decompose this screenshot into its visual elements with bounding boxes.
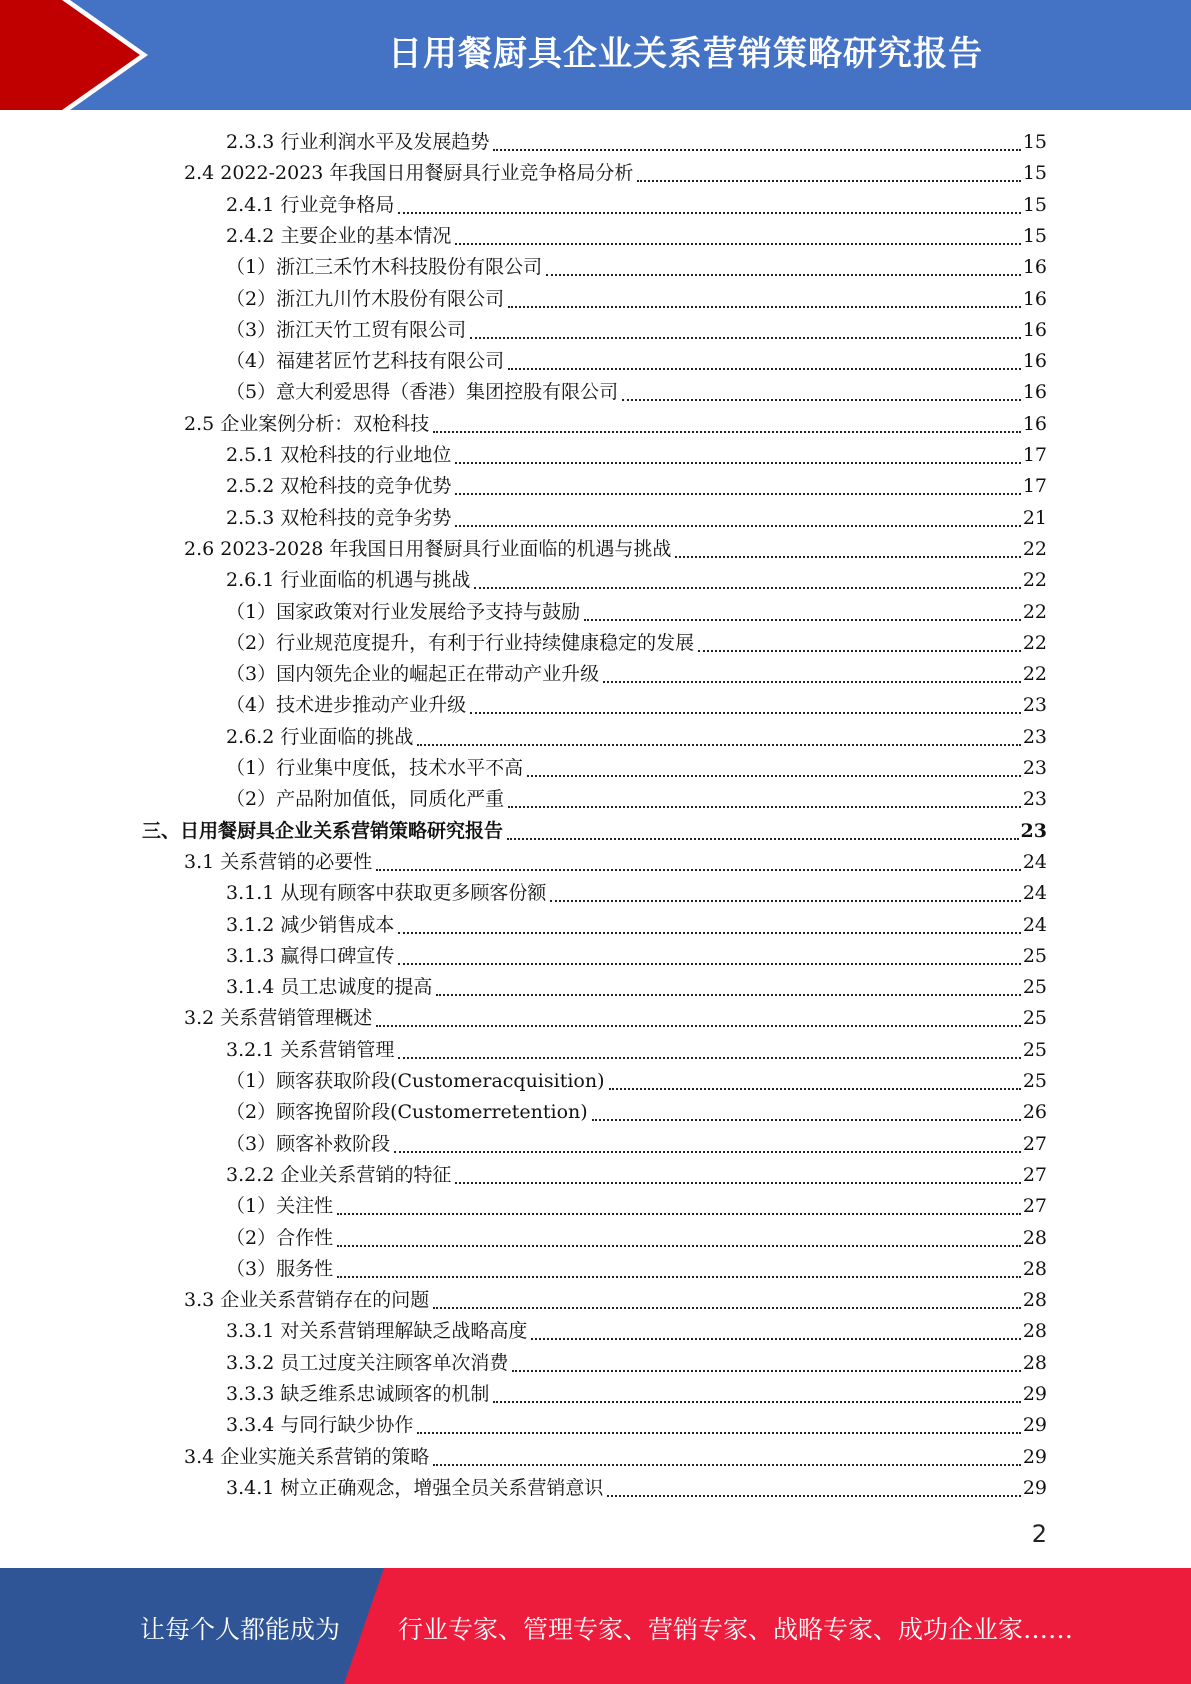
toc-entry-page: 29 bbox=[1022, 1445, 1047, 1468]
toc-entry-label: 3.3.3 缺乏维系忠诚顾客的机制 bbox=[226, 1383, 490, 1405]
toc-leader-dots bbox=[417, 1410, 1020, 1434]
toc-leader-dots bbox=[550, 878, 1020, 902]
toc-entry-page: 23 bbox=[1022, 694, 1047, 717]
toc-entry-label: 2.4.1 行业竞争格局 bbox=[226, 193, 395, 216]
toc-entry-label: 3.3.1 对关系营销理解缺乏战略高度 bbox=[226, 1320, 528, 1343]
toc-entry-label: 3.1.2 减少销售成本 bbox=[226, 913, 395, 936]
toc-entry-page: 15 bbox=[1022, 131, 1047, 153]
toc-entry[interactable] bbox=[226, 377, 1047, 408]
toc-entry[interactable] bbox=[226, 910, 1047, 941]
toc-entry[interactable] bbox=[226, 221, 1047, 252]
toc-entry-label: 2.4 2022-2023 年我国日用餐厨具行业竞争格局分析 bbox=[184, 162, 634, 185]
toc-entry-label: （4）福建茗匠竹艺科技有限公司 bbox=[226, 350, 505, 373]
toc-entry-page: 27 bbox=[1022, 1163, 1047, 1186]
toc-entry[interactable] bbox=[226, 252, 1047, 283]
toc-entry-label: 2.6.1 行业面临的机遇与挑战 bbox=[226, 569, 471, 592]
toc-entry[interactable] bbox=[184, 847, 1047, 878]
toc-entry[interactable] bbox=[226, 1254, 1047, 1285]
toc-entry-label: （1）行业集中度低，技术水平不高 bbox=[226, 757, 524, 779]
toc-entry-page: 16 bbox=[1022, 318, 1047, 341]
toc-leader-dots bbox=[470, 315, 1021, 339]
toc-entry-label: 2.6 2023-2028 年我国日用餐厨具行业面临的机遇与挑战 bbox=[184, 537, 672, 560]
toc-entry-page: 24 bbox=[1022, 913, 1047, 936]
toc-leader-dots bbox=[455, 221, 1020, 245]
toc-leader-dots bbox=[398, 1035, 1020, 1059]
toc-entry-label: （1）顾客获取阶段(Customeracquisition) bbox=[226, 1070, 605, 1092]
toc-leader-dots bbox=[455, 471, 1020, 495]
toc-entry[interactable] bbox=[226, 1035, 1047, 1066]
toc-entry[interactable] bbox=[226, 597, 1047, 628]
toc-entry[interactable] bbox=[226, 941, 1047, 972]
toc-entry[interactable] bbox=[226, 784, 1047, 815]
toc-entry-label: （5）意大利爱思得（香港）集团控股有限公司 bbox=[226, 381, 619, 404]
toc-entry-label: （2）浙江九川竹木股份有限公司 bbox=[226, 287, 505, 310]
toc-leader-dots bbox=[433, 1442, 1021, 1466]
toc-entry[interactable] bbox=[142, 816, 1047, 847]
toc-leader-dots bbox=[470, 690, 1021, 714]
toc-entry[interactable] bbox=[226, 628, 1047, 659]
toc-leader-dots bbox=[609, 1066, 1021, 1090]
footer-banner bbox=[0, 1568, 1191, 1684]
toc-entry-label: 3.3.4 与同行缺少协作 bbox=[226, 1414, 414, 1437]
toc-entry-page: 29 bbox=[1022, 1414, 1047, 1437]
toc-entry-label: 2.3.3 行业利润水平及发展趋势 bbox=[226, 131, 490, 153]
document-title: 日用餐厨具企业关系营销策略研究报告 bbox=[388, 34, 983, 74]
toc-entry[interactable] bbox=[226, 1097, 1047, 1128]
toc-leader-dots bbox=[417, 722, 1020, 746]
toc-leader-dots bbox=[493, 1379, 1020, 1403]
toc-leader-dots bbox=[493, 127, 1020, 151]
toc-entry-page: 22 bbox=[1022, 631, 1047, 654]
toc-entry-page: 25 bbox=[1022, 944, 1047, 967]
toc-leader-dots bbox=[398, 941, 1020, 965]
toc-leader-dots bbox=[531, 1316, 1020, 1340]
toc-leader-dots bbox=[337, 1191, 1021, 1215]
toc-entry[interactable] bbox=[184, 1442, 1047, 1473]
toc-entry-page: 15 bbox=[1022, 224, 1047, 247]
toc-entry-label: （3）国内领先企业的崛起正在带动产业升级 bbox=[226, 663, 600, 686]
footer-slogan-right: 行业专家、管理专家、营销专家、战略专家、成功企业家…… bbox=[398, 1615, 1074, 1644]
toc-entry-label: 3.2 关系营销管理概述 bbox=[184, 1007, 373, 1030]
toc-entry-page: 17 bbox=[1022, 444, 1047, 466]
toc-leader-dots bbox=[512, 1348, 1020, 1372]
toc-entry-page: 22 bbox=[1022, 600, 1047, 623]
toc-entry-page: 25 bbox=[1022, 976, 1047, 999]
toc-entry[interactable] bbox=[226, 1129, 1047, 1160]
toc-entry-page: 24 bbox=[1022, 882, 1047, 905]
toc-leader-dots bbox=[675, 534, 1020, 558]
toc-leader-dots bbox=[433, 1285, 1021, 1309]
toc-entry[interactable] bbox=[226, 753, 1047, 784]
toc-entry[interactable] bbox=[184, 409, 1047, 440]
toc-entry[interactable] bbox=[226, 690, 1047, 721]
toc-entry-page: 16 bbox=[1022, 256, 1047, 279]
toc-entry-page: 25 bbox=[1022, 1070, 1047, 1092]
toc-leader-dots bbox=[455, 440, 1020, 464]
toc-entry-page: 15 bbox=[1022, 162, 1047, 185]
toc-entry-label: 2.5.2 双枪科技的竞争优势 bbox=[226, 475, 452, 498]
toc-entry-label: （3）浙江天竹工贸有限公司 bbox=[226, 318, 467, 341]
toc-entry-label: 2.5.1 双枪科技的行业地位 bbox=[226, 444, 452, 466]
toc-entry-label: 2.4.2 主要企业的基本情况 bbox=[226, 224, 452, 247]
toc-entry-page: 17 bbox=[1022, 475, 1047, 498]
toc-leader-dots bbox=[603, 659, 1021, 683]
toc-leader-dots bbox=[508, 346, 1021, 370]
toc-entry-page: 21 bbox=[1022, 506, 1047, 529]
toc-entry-label: 2.6.2 行业面临的挑战 bbox=[226, 725, 414, 748]
toc-leader-dots bbox=[508, 284, 1021, 308]
toc-entry-label: 3.1.4 员工忠诚度的提高 bbox=[226, 976, 433, 999]
toc-entry[interactable] bbox=[226, 972, 1047, 1003]
toc-entry-label: （1）国家政策对行业发展给予支持与鼓励 bbox=[226, 600, 581, 623]
toc-entry-page: 22 bbox=[1022, 569, 1047, 592]
toc-entry-label: （2）产品附加值低，同质化严重 bbox=[226, 788, 505, 811]
toc-leader-dots bbox=[622, 377, 1021, 401]
toc-entry-page: 28 bbox=[1022, 1320, 1047, 1343]
toc-entry-label: 3.3 企业关系营销存在的问题 bbox=[184, 1289, 430, 1312]
toc-leader-dots bbox=[592, 1097, 1021, 1121]
toc-entry-page: 16 bbox=[1022, 287, 1047, 310]
toc-entry-label: （2）行业规范度提升，有利于行业持续健康稳定的发展 bbox=[226, 631, 695, 654]
toc-leader-dots bbox=[607, 1473, 1020, 1497]
toc-entry[interactable] bbox=[226, 722, 1047, 753]
toc-entry-page: 23 bbox=[1020, 819, 1047, 842]
toc-entry-label: 三、日用餐厨具企业关系营销策略研究报告 bbox=[142, 819, 504, 842]
toc-leader-dots bbox=[337, 1254, 1021, 1278]
toc-entry[interactable] bbox=[226, 1348, 1047, 1379]
toc-entry-page: 26 bbox=[1022, 1101, 1047, 1124]
toc-entry[interactable] bbox=[226, 315, 1047, 346]
toc-entry-page: 25 bbox=[1022, 1038, 1047, 1061]
toc-entry-label: 3.2.2 企业关系营销的特征 bbox=[226, 1163, 452, 1186]
toc-entry-label: （3）顾客补救阶段 bbox=[226, 1132, 391, 1155]
toc-entry[interactable] bbox=[226, 659, 1047, 690]
toc-entry[interactable] bbox=[226, 1410, 1047, 1441]
toc-entry[interactable] bbox=[226, 471, 1047, 502]
toc-entry-page: 29 bbox=[1022, 1383, 1047, 1405]
toc-entry-label: 3.4 企业实施关系营销的策略 bbox=[184, 1445, 430, 1468]
toc-entry-page: 28 bbox=[1022, 1226, 1047, 1249]
toc-entry[interactable] bbox=[226, 1473, 1047, 1504]
toc-leader-dots bbox=[398, 190, 1020, 214]
toc-entry-page: 23 bbox=[1022, 725, 1047, 748]
toc-entry[interactable] bbox=[226, 1316, 1047, 1347]
page-number: 2 bbox=[1031, 1520, 1047, 1548]
toc-leader-dots bbox=[455, 1160, 1020, 1184]
toc-leader-dots bbox=[546, 252, 1021, 276]
toc-entry-page: 27 bbox=[1022, 1132, 1047, 1155]
toc-entry-label: （1）浙江三禾竹木科技股份有限公司 bbox=[226, 256, 543, 279]
toc-entry-label: 3.4.1 树立正确观念，增强全员关系营销意识 bbox=[226, 1476, 604, 1499]
toc-entry-label: （2）顾客挽留阶段(Customerretention) bbox=[226, 1101, 588, 1124]
toc-entry[interactable] bbox=[226, 346, 1047, 377]
toc-entry-label: （4）技术进步推动产业升级 bbox=[226, 694, 467, 717]
toc-entry-label: 3.1.1 从现有顾客中获取更多顾客份额 bbox=[226, 882, 547, 905]
toc-entry-page: 23 bbox=[1022, 788, 1047, 811]
toc-entry-label: （3）服务性 bbox=[226, 1257, 334, 1280]
toc-entry[interactable] bbox=[184, 1003, 1047, 1034]
toc-entry-page: 28 bbox=[1022, 1257, 1047, 1280]
toc-leader-dots bbox=[527, 753, 1021, 777]
toc-entry-page: 25 bbox=[1022, 1007, 1047, 1030]
toc-entry[interactable] bbox=[184, 158, 1047, 189]
toc-leader-dots bbox=[474, 565, 1020, 589]
toc-entry[interactable] bbox=[226, 565, 1047, 596]
toc-leader-dots bbox=[376, 1003, 1021, 1027]
toc-leader-dots bbox=[394, 1129, 1021, 1153]
toc-entry-label: 3.3.2 员工过度关注顾客单次消费 bbox=[226, 1351, 509, 1374]
toc-entry[interactable] bbox=[226, 1379, 1047, 1410]
toc-entry-page: 28 bbox=[1022, 1351, 1047, 1374]
header-banner bbox=[0, 0, 1191, 110]
toc-entry-page: 22 bbox=[1022, 663, 1047, 686]
toc-entry-page: 27 bbox=[1022, 1195, 1047, 1218]
toc-entry-label: 3.1.3 赢得口碑宣传 bbox=[226, 944, 395, 967]
toc-entry-label: 3.1 关系营销的必要性 bbox=[184, 850, 373, 873]
toc-entry[interactable] bbox=[184, 1285, 1047, 1316]
toc-entry-page: 16 bbox=[1022, 350, 1047, 373]
toc-entry[interactable] bbox=[226, 1066, 1047, 1097]
toc-leader-dots bbox=[337, 1223, 1021, 1247]
toc-entry-label: 3.2.1 关系营销管理 bbox=[226, 1038, 395, 1061]
toc-entry-page: 23 bbox=[1022, 757, 1047, 779]
toc-entry-page: 16 bbox=[1022, 412, 1047, 435]
toc-entry-page: 22 bbox=[1022, 537, 1047, 560]
toc-entry-label: 2.5.3 双枪科技的竞争劣势 bbox=[226, 506, 452, 529]
toc-entry[interactable] bbox=[226, 127, 1047, 158]
toc-entry-label: 2.5 企业案例分析：双枪科技 bbox=[184, 412, 430, 435]
toc-entry[interactable] bbox=[226, 503, 1047, 534]
toc-leader-dots bbox=[508, 784, 1021, 808]
footer-slogan-left: 让每个人都能成为 bbox=[140, 1615, 341, 1644]
toc-leader-dots bbox=[698, 628, 1021, 652]
toc-entry[interactable] bbox=[226, 1191, 1047, 1222]
toc-entry[interactable] bbox=[226, 1223, 1047, 1254]
toc-entry-page: 24 bbox=[1022, 850, 1047, 873]
toc-entry-page: 29 bbox=[1022, 1476, 1047, 1499]
toc-entry[interactable] bbox=[226, 1160, 1047, 1191]
toc-entry-page: 28 bbox=[1022, 1289, 1047, 1312]
toc-entry[interactable] bbox=[184, 534, 1047, 565]
toc-entry-label: （2）合作性 bbox=[226, 1226, 334, 1249]
toc-entry-label: （1）关注性 bbox=[226, 1195, 334, 1218]
toc-leader-dots bbox=[436, 972, 1020, 996]
toc-entry[interactable] bbox=[226, 284, 1047, 315]
toc-entry-page: 16 bbox=[1022, 381, 1047, 404]
toc-leader-dots bbox=[507, 816, 1019, 840]
toc-entry-page: 15 bbox=[1022, 193, 1047, 216]
toc-leader-dots bbox=[455, 503, 1020, 527]
toc-leader-dots bbox=[584, 597, 1021, 621]
toc-leader-dots bbox=[398, 910, 1020, 934]
toc-leader-dots bbox=[637, 158, 1020, 182]
toc-entry[interactable] bbox=[226, 878, 1047, 909]
toc-entry[interactable] bbox=[226, 440, 1047, 471]
toc-leader-dots bbox=[433, 409, 1021, 433]
toc-entry[interactable] bbox=[226, 190, 1047, 221]
toc-leader-dots bbox=[376, 847, 1021, 871]
